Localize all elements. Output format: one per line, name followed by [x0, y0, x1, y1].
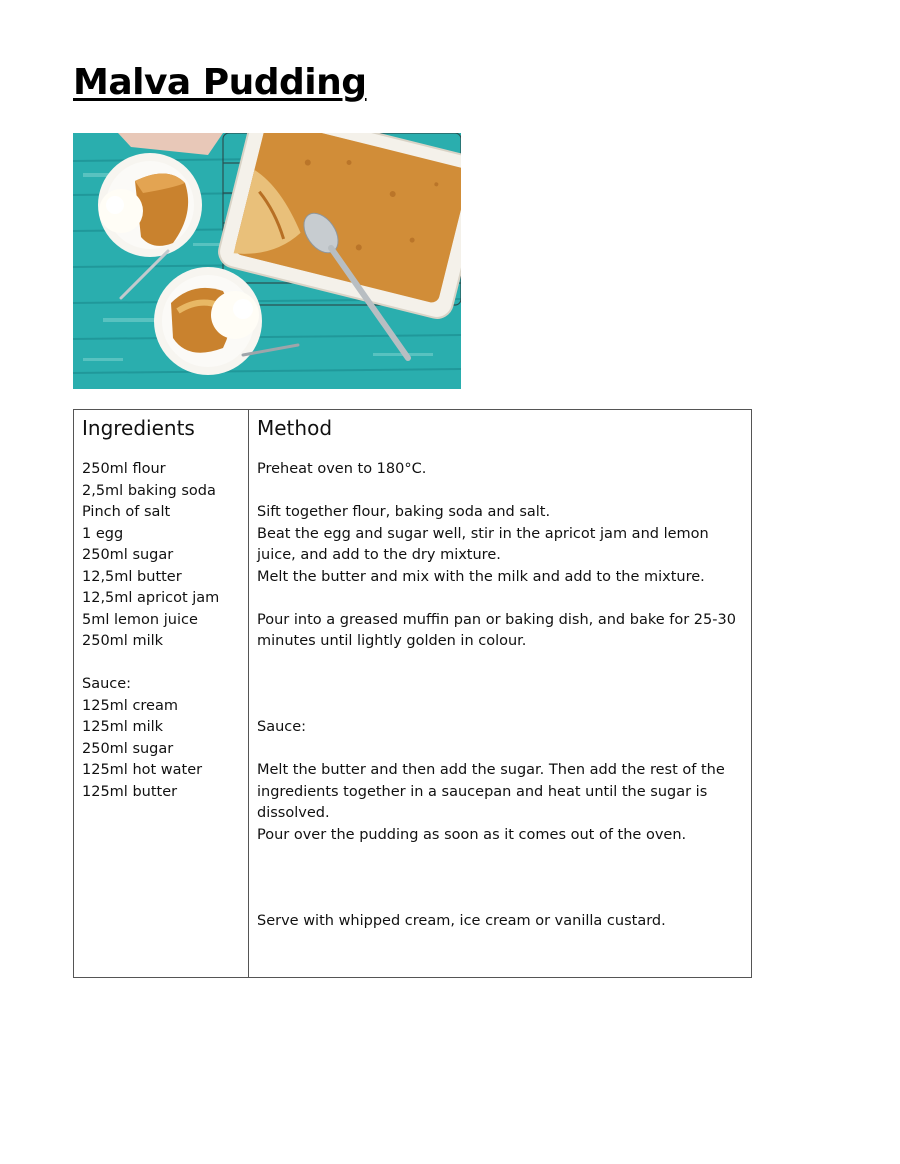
ingredient-item: 250ml milk — [82, 633, 164, 649]
method-step-pour: Pour into a greased muffin pan or baking dish, and bake for 25-30 minutes until lightly golden in colour. — [257, 611, 736, 649]
method-sauce-step: Melt the butter and then add the sugar. Then add the rest of the ingredients together in a saucepan and heat until the sugar is dissolved. — [257, 762, 725, 821]
recipe-title: Malva Pudding — [73, 62, 367, 103]
method-column — [249, 410, 751, 977]
sauce-ingredient-item: 125ml butter — [82, 783, 178, 800]
ingredient-item: 2,5ml baking soda — [82, 482, 216, 499]
ingredients-column — [74, 410, 249, 977]
method-step-beat: Beat the egg and sugar well, stir in the apricot jam and lemon juice, and add to the dry mixture. — [257, 525, 709, 563]
recipe-table — [73, 409, 752, 978]
method-serve: Serve with whipped cream, ice cream or vanilla custard. — [257, 912, 666, 929]
sauce-ingredient-item: 250ml sugar — [82, 740, 174, 757]
method-sauce-pour: Pour over the pudding as soon as it comes out of the oven. — [257, 826, 687, 843]
ingredients-header: Ingredients — [82, 416, 195, 440]
sauce-ingredients-label: Sauce: — [82, 676, 132, 692]
ingredient-item: 12,5ml apricot jam — [82, 590, 220, 606]
sauce-ingredient-item: 125ml hot water — [82, 762, 203, 778]
sauce-ingredient-item: 125ml cream — [82, 697, 178, 714]
ingredient-item: 250ml flour — [82, 461, 166, 477]
method-sauce-label: Sauce: — [257, 719, 307, 735]
method-step-preheat: Preheat oven to 180°C. — [257, 461, 427, 477]
method-header: Method — [257, 416, 333, 440]
sauce-ingredient-item: 125ml milk — [82, 719, 164, 735]
method-step-sift: Sift together flour, baking soda and salt. — [257, 504, 551, 520]
ingredient-item: 250ml sugar — [82, 547, 174, 563]
ingredient-item: 1 egg — [82, 525, 124, 542]
ingredient-item: 5ml lemon juice — [82, 611, 198, 628]
ingredient-item: 12,5ml butter — [82, 568, 182, 585]
malva-pudding-photo — [73, 133, 461, 389]
method-step-melt: Melt the butter and mix with the milk and add to the mixture. — [257, 568, 705, 585]
ingredient-item: Pinch of salt — [82, 504, 171, 520]
